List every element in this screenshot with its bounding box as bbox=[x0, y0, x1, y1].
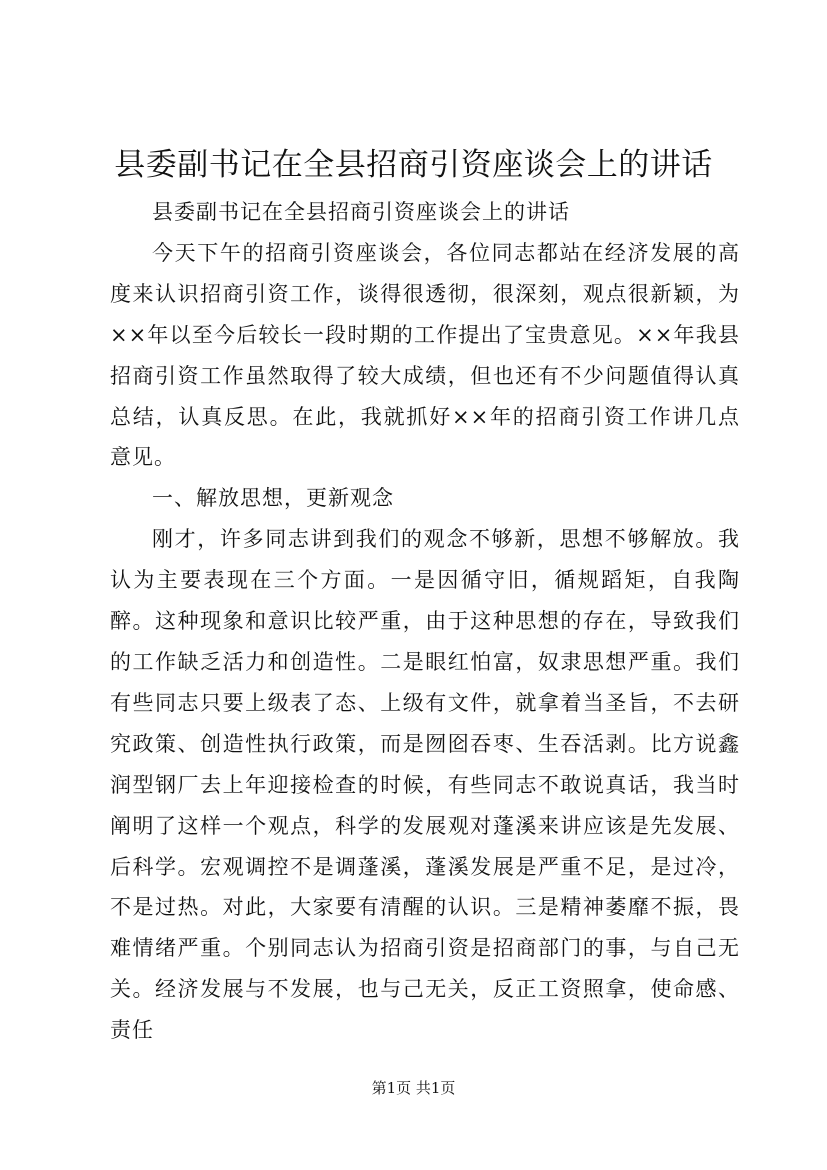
page-footer bbox=[0, 1078, 827, 1098]
subtitle-paragraph: 县委副书记在全县招商引资座谈会上的讲话 bbox=[152, 200, 570, 224]
document-title: 县委副书记在全县招商引资座谈会上的讲话 bbox=[114, 147, 713, 183]
section-paragraph: 刚才，许多同志讲到我们的观念不够新，思想不够解放。我认为主要表现在三个方面。一是因循守旧，循规蹈矩，自我陶醉。这种现象和意识比较严重，由于这种思想的存在，导致我们的工作缺乏活力和创造性。二是眼红怕富，奴隶思想严重。我们有些同志只要上级表了态、上级有文件，就拿着当圣旨，不去研究政策、创造性执行政策，而是囫囵吞枣、生吞活剥。比方说鑫润型钢厂去上年迎接检查的时候，有些同志不敢说真话，我当时阐明了这样一个观点，科学的发展观对蓬溪来讲应该是先发展、后科学。宏观调控不是调蓬溪，蓬溪发展是严重不足，是过冷，不是过热。对此，大家要有清醒的认识。三是精神萎靡不振，畏难情绪严重。个别同志认为招商引资是招商部门的事，与自己无关。经济发展与不发展，也与己无关，反正工资照拿，使命感、责任 bbox=[110, 527, 740, 1043]
intro-paragraph: 今天下午的招商引资座谈会，各位同志都站在经济发展的高度来认识招商引资工作，谈得很透彻，很深刻，观点很新颖，为××年以至今后较长一段时期的工作提出了宝贵意见。××年我县招商引资工作虽然取得了较大成绩，但也还有不少问题值得认真总结，认真反思。在此，我就抓好××年的招商引资工作讲几点意见。 bbox=[110, 240, 740, 470]
document-body bbox=[110, 192, 740, 1051]
page-number: 第1页 共1页 bbox=[371, 1079, 456, 1097]
section-heading: 一、解放思想，更新观念 bbox=[152, 486, 394, 511]
